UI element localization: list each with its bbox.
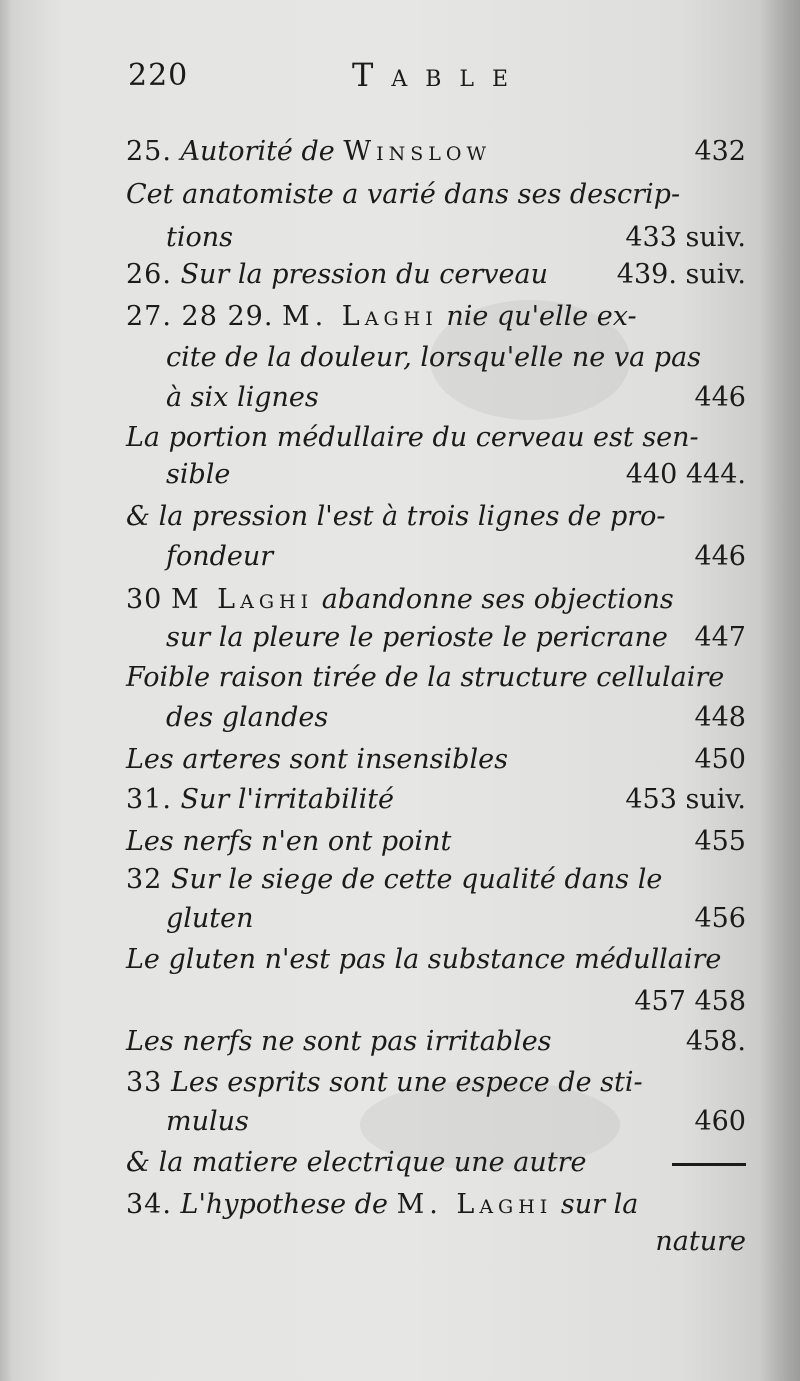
page-ref: 450 [694,744,746,775]
page-ref: 433 suiv. [625,222,746,253]
entry-text: Les nerfs n'en ont point [126,826,452,857]
page-ref: 448 [694,702,746,733]
page-number: 220 [128,58,189,93]
entry-text: La portion médullaire du cerveau est sen- [126,422,699,453]
entry-text: & la matiere electrique une autre [126,1147,587,1178]
entry-text: cite de la douleur, lorsqu'elle ne va pas [166,342,702,373]
index-entry-continuation [166,218,746,258]
page-ref: 432 [694,136,746,167]
entry-text: Cet anatomiste a varié dans ses descrip- [126,179,681,210]
entry-number: 30 [126,584,163,615]
index-entry [126,1063,746,1103]
entry-text: nie qu'elle ex- [446,301,637,332]
entry-text: gluten [166,903,254,934]
entry-text: à six lignes [166,382,319,413]
entry-text: & la pression l'est à trois lignes de pro- [126,501,666,532]
entry-text: sible [166,459,231,490]
entry-text: tions [166,222,233,253]
index-entry-continuation [126,1222,746,1262]
index-entry [126,497,746,537]
catchword: nature [655,1226,746,1257]
index-entry [126,940,746,980]
index-entry-continuation [166,899,746,939]
index-entry-continuation [166,338,746,378]
index-entry [126,822,746,862]
index-entry-continuation [126,982,746,1022]
person-name: M. Laghi [396,1189,553,1220]
running-title: Table [352,56,527,94]
index-entry [126,132,746,172]
index-entry-continuation [166,698,746,738]
index-entry [126,580,746,620]
entry-number: 33 [126,1067,163,1098]
entry-text: des glandes [166,702,329,733]
entry-text: Sur l'irritabilité [180,784,395,815]
index-entry [126,860,746,900]
page-ref: 446 [694,541,746,572]
entry-number: 27. 28 29. [126,301,274,332]
page-ref: 455 [694,826,746,857]
entry-text: fondeur [166,541,274,572]
entry-number: 34. [126,1189,172,1220]
index-entry [126,1185,746,1225]
person-name: Winslow [343,136,491,167]
index-entry-continuation [166,455,746,495]
entry-text: Sur le siege de cette qualité dans le [170,864,663,895]
page-ref: 460 [694,1106,746,1137]
entry-text: L'hypothese de [180,1189,388,1220]
entry-text: sur la [560,1189,639,1220]
index-entry-continuation [166,378,746,418]
entry-text: Les nerfs ne sont pas irritables [126,1026,552,1057]
person-name: M Laghi [170,584,314,615]
index-entry-continuation [166,1102,746,1142]
page-ref: 447 [694,622,746,653]
page-ref: 440 444. [625,459,746,490]
entry-text: Les esprits sont une espece de sti- [170,1067,643,1098]
entry-text: Le gluten n'est pas la substance médullaire [126,944,722,975]
page-ref: 456 [694,903,746,934]
entry-text: Autorité de [180,136,335,167]
entry-text: Sur la pression du cerveau [180,259,548,290]
entry-number: 32 [126,864,163,895]
page-ref: 457 458 [634,986,746,1017]
em-dash-rule [672,1163,746,1166]
entry-number: 25. [126,136,172,167]
index-entry [126,780,746,820]
entry-text: sur la pleure le perioste le pericrane [166,622,668,653]
index-entry [126,1022,746,1062]
entry-text: Les arteres sont insensibles [126,744,508,775]
index-entry [126,175,746,215]
index-entry [126,418,746,458]
index-entry [126,1143,746,1183]
page-ref: 446 [694,382,746,413]
index-entry-continuation [166,537,746,577]
page-ref: 453 suiv. [625,784,746,815]
entry-number: 26. [126,259,172,290]
index-entry [126,740,746,780]
entry-text: abandonne ses objections [321,584,674,615]
index-entry [126,297,746,337]
index-entry [126,658,746,698]
person-name: M. Laghi [282,301,438,332]
entry-text: Foible raison tirée de la structure cellulaire [126,662,725,693]
page-ref: 439. suiv. [616,259,746,290]
index-entry [126,255,746,295]
entry-text: mulus [166,1106,249,1137]
entry-number: 31. [126,784,172,815]
index-entry-continuation [166,618,746,658]
page-ref: 458. [685,1026,746,1057]
